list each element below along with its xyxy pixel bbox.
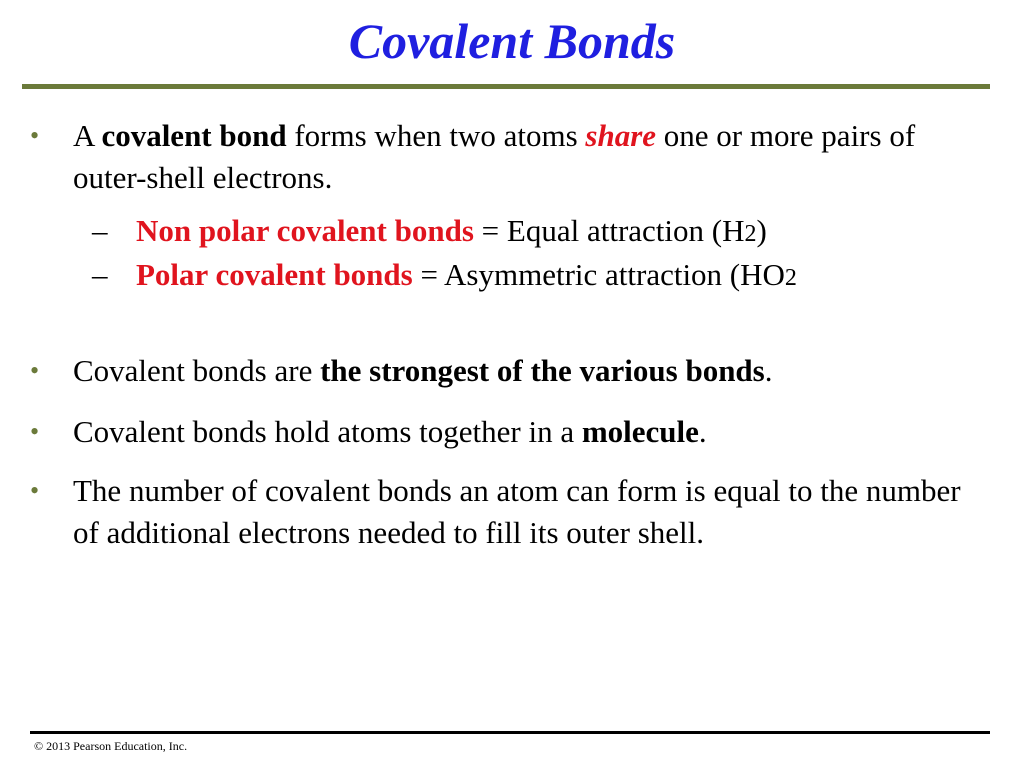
text-run: .	[764, 353, 773, 388]
subbullet-marker: –	[92, 257, 108, 292]
bullet-marker: •	[30, 476, 40, 505]
emphasis-term: Non polar covalent bonds	[136, 213, 474, 248]
bullet-marker: •	[30, 417, 40, 446]
text-run: Covalent bonds hold atoms together in a	[73, 414, 582, 449]
text-run: A	[73, 118, 102, 153]
slide-title: Covalent Bonds	[348, 13, 676, 69]
emphasis-term: share	[585, 118, 657, 153]
bullet-text	[73, 350, 978, 392]
text-run: Covalent bonds are	[73, 353, 321, 388]
text-run: one or more pairs of outer-shell electrons.	[73, 118, 916, 195]
bullet-text: The number of covalent bonds an atom can form is equal to the number of additional electrons needed to fill its outer shell.	[73, 473, 961, 550]
subscript: 2	[784, 265, 797, 291]
title-divider	[22, 84, 990, 89]
subbullet-text	[136, 254, 982, 299]
subscript: 2	[744, 221, 757, 247]
copyright-footer: © 2013 Pearson Education, Inc.	[34, 739, 188, 753]
text-run: Equal attraction (H	[506, 213, 745, 248]
subbullet-marker: –	[92, 213, 108, 248]
bold-term: covalent bond	[101, 118, 287, 153]
text-run: )	[756, 213, 767, 248]
bullet-marker: •	[30, 121, 40, 150]
bullet-marker: •	[30, 356, 40, 385]
text-run: .	[698, 414, 707, 449]
bullet-text	[73, 411, 978, 453]
footer-divider	[30, 731, 990, 734]
bold-term: the strongest of the various bonds	[320, 353, 765, 388]
text-run: =	[473, 213, 507, 248]
text-run: =	[412, 257, 445, 292]
bold-term: molecule	[581, 414, 699, 449]
emphasis-term: Polar covalent bonds	[136, 257, 413, 292]
bullet-text	[73, 115, 978, 199]
text-run: Asymmetric attraction (HO	[444, 257, 785, 292]
subbullet-text	[136, 210, 982, 255]
text-run: forms when two atoms	[286, 118, 586, 153]
